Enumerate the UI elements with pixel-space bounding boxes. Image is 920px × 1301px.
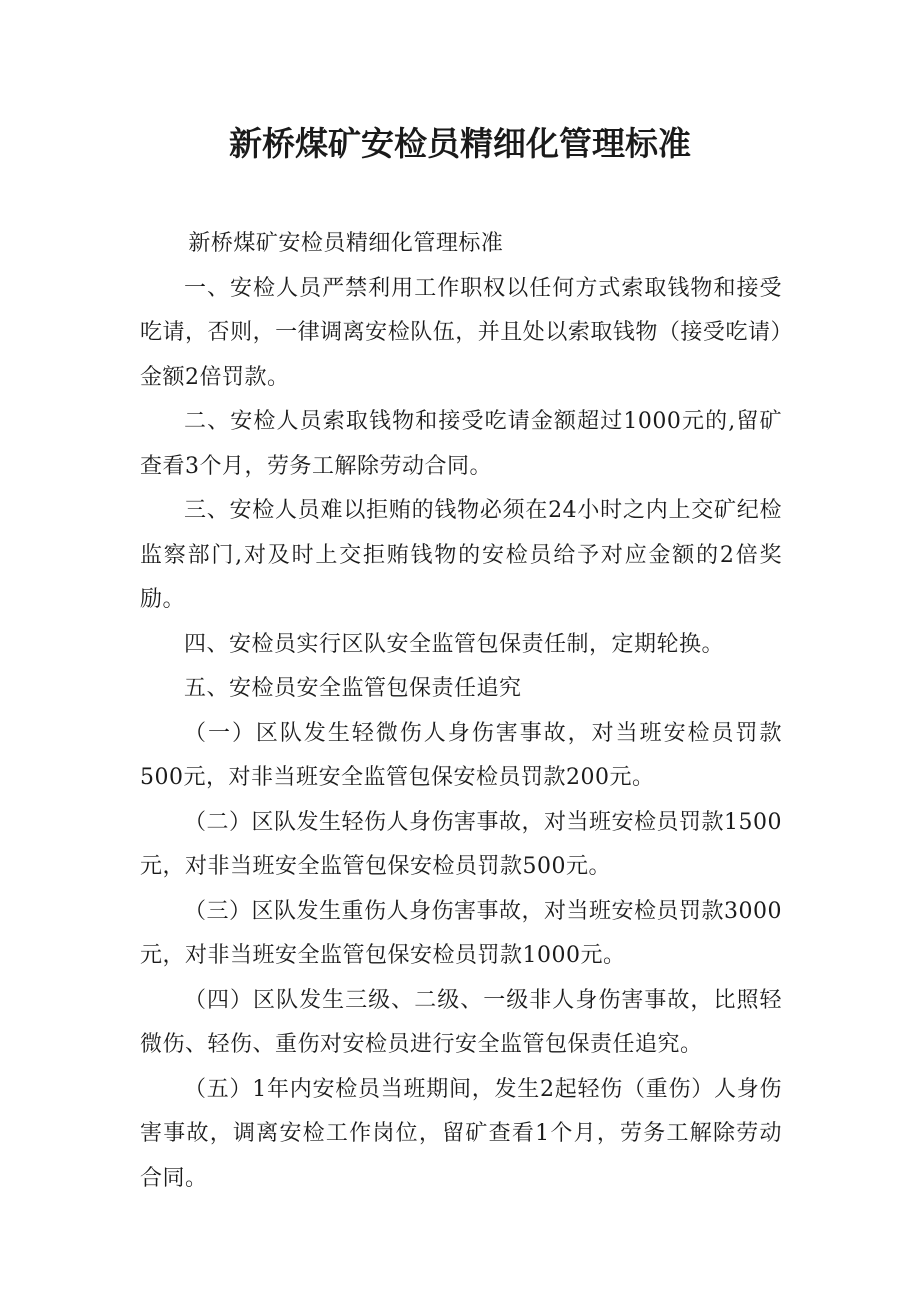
sub-clause-3: （三）区队发生重伤人身伤害事故，对当班安检员罚款3000元，对非当班安全监管包保安检员罚款1000元。 [140, 898, 782, 968]
clause-3: 三、安检人员难以拒贿的钱物必须在24小时之内上交矿纪检监察部门,对及时上交拒贿钱物的安检员给予对应金额的2倍奖励。 [140, 498, 782, 612]
clause-4: 四、安检员实行区队安全监管包保责任制，定期轮换。 [184, 631, 725, 657]
sub-clause-5: （五）1年内安检员当班期间，发生2起轻伤（重伤）人身伤害事故，调离安检工作岗位，留矿查看1个月，劳务工解除劳动合同。 [140, 1076, 782, 1191]
clause-1: 一、安检人员严禁利用工作职权以任何方式索取钱物和接受吃请，否则，一律调离安检队伍，并且处以索取钱物（接受吃请）金额2倍罚款。 [140, 275, 782, 390]
document-body [140, 222, 782, 1201]
sub-clause-1: （一）区队发生轻微伤人身伤害事故，对当班安检员罚款500元，对非当班安全监管包保安检员罚款200元。 [140, 720, 782, 790]
body-subtitle: 新桥煤矿安检员精细化管理标准 [188, 231, 504, 256]
clause-5-heading: 五、安检员安全监管包保责任追究 [184, 676, 522, 701]
document-title: 新桥煤矿安检员精细化管理标准 [229, 124, 691, 163]
sub-clause-2: （二）区队发生轻伤人身伤害事故，对当班安检员罚款1500元，对非当班安全监管包保安检员罚款500元。 [140, 809, 782, 879]
clause-2: 二、安检人员索取钱物和接受吃请金额超过1000元的,留矿查看3个月，劳务工解除劳动合同。 [140, 409, 782, 479]
sub-clause-4: （四）区队发生三级、二级、一级非人身伤害事故，比照轻微伤、轻伤、重伤对安检员进行安全监管包保责任追究。 [140, 987, 782, 1057]
